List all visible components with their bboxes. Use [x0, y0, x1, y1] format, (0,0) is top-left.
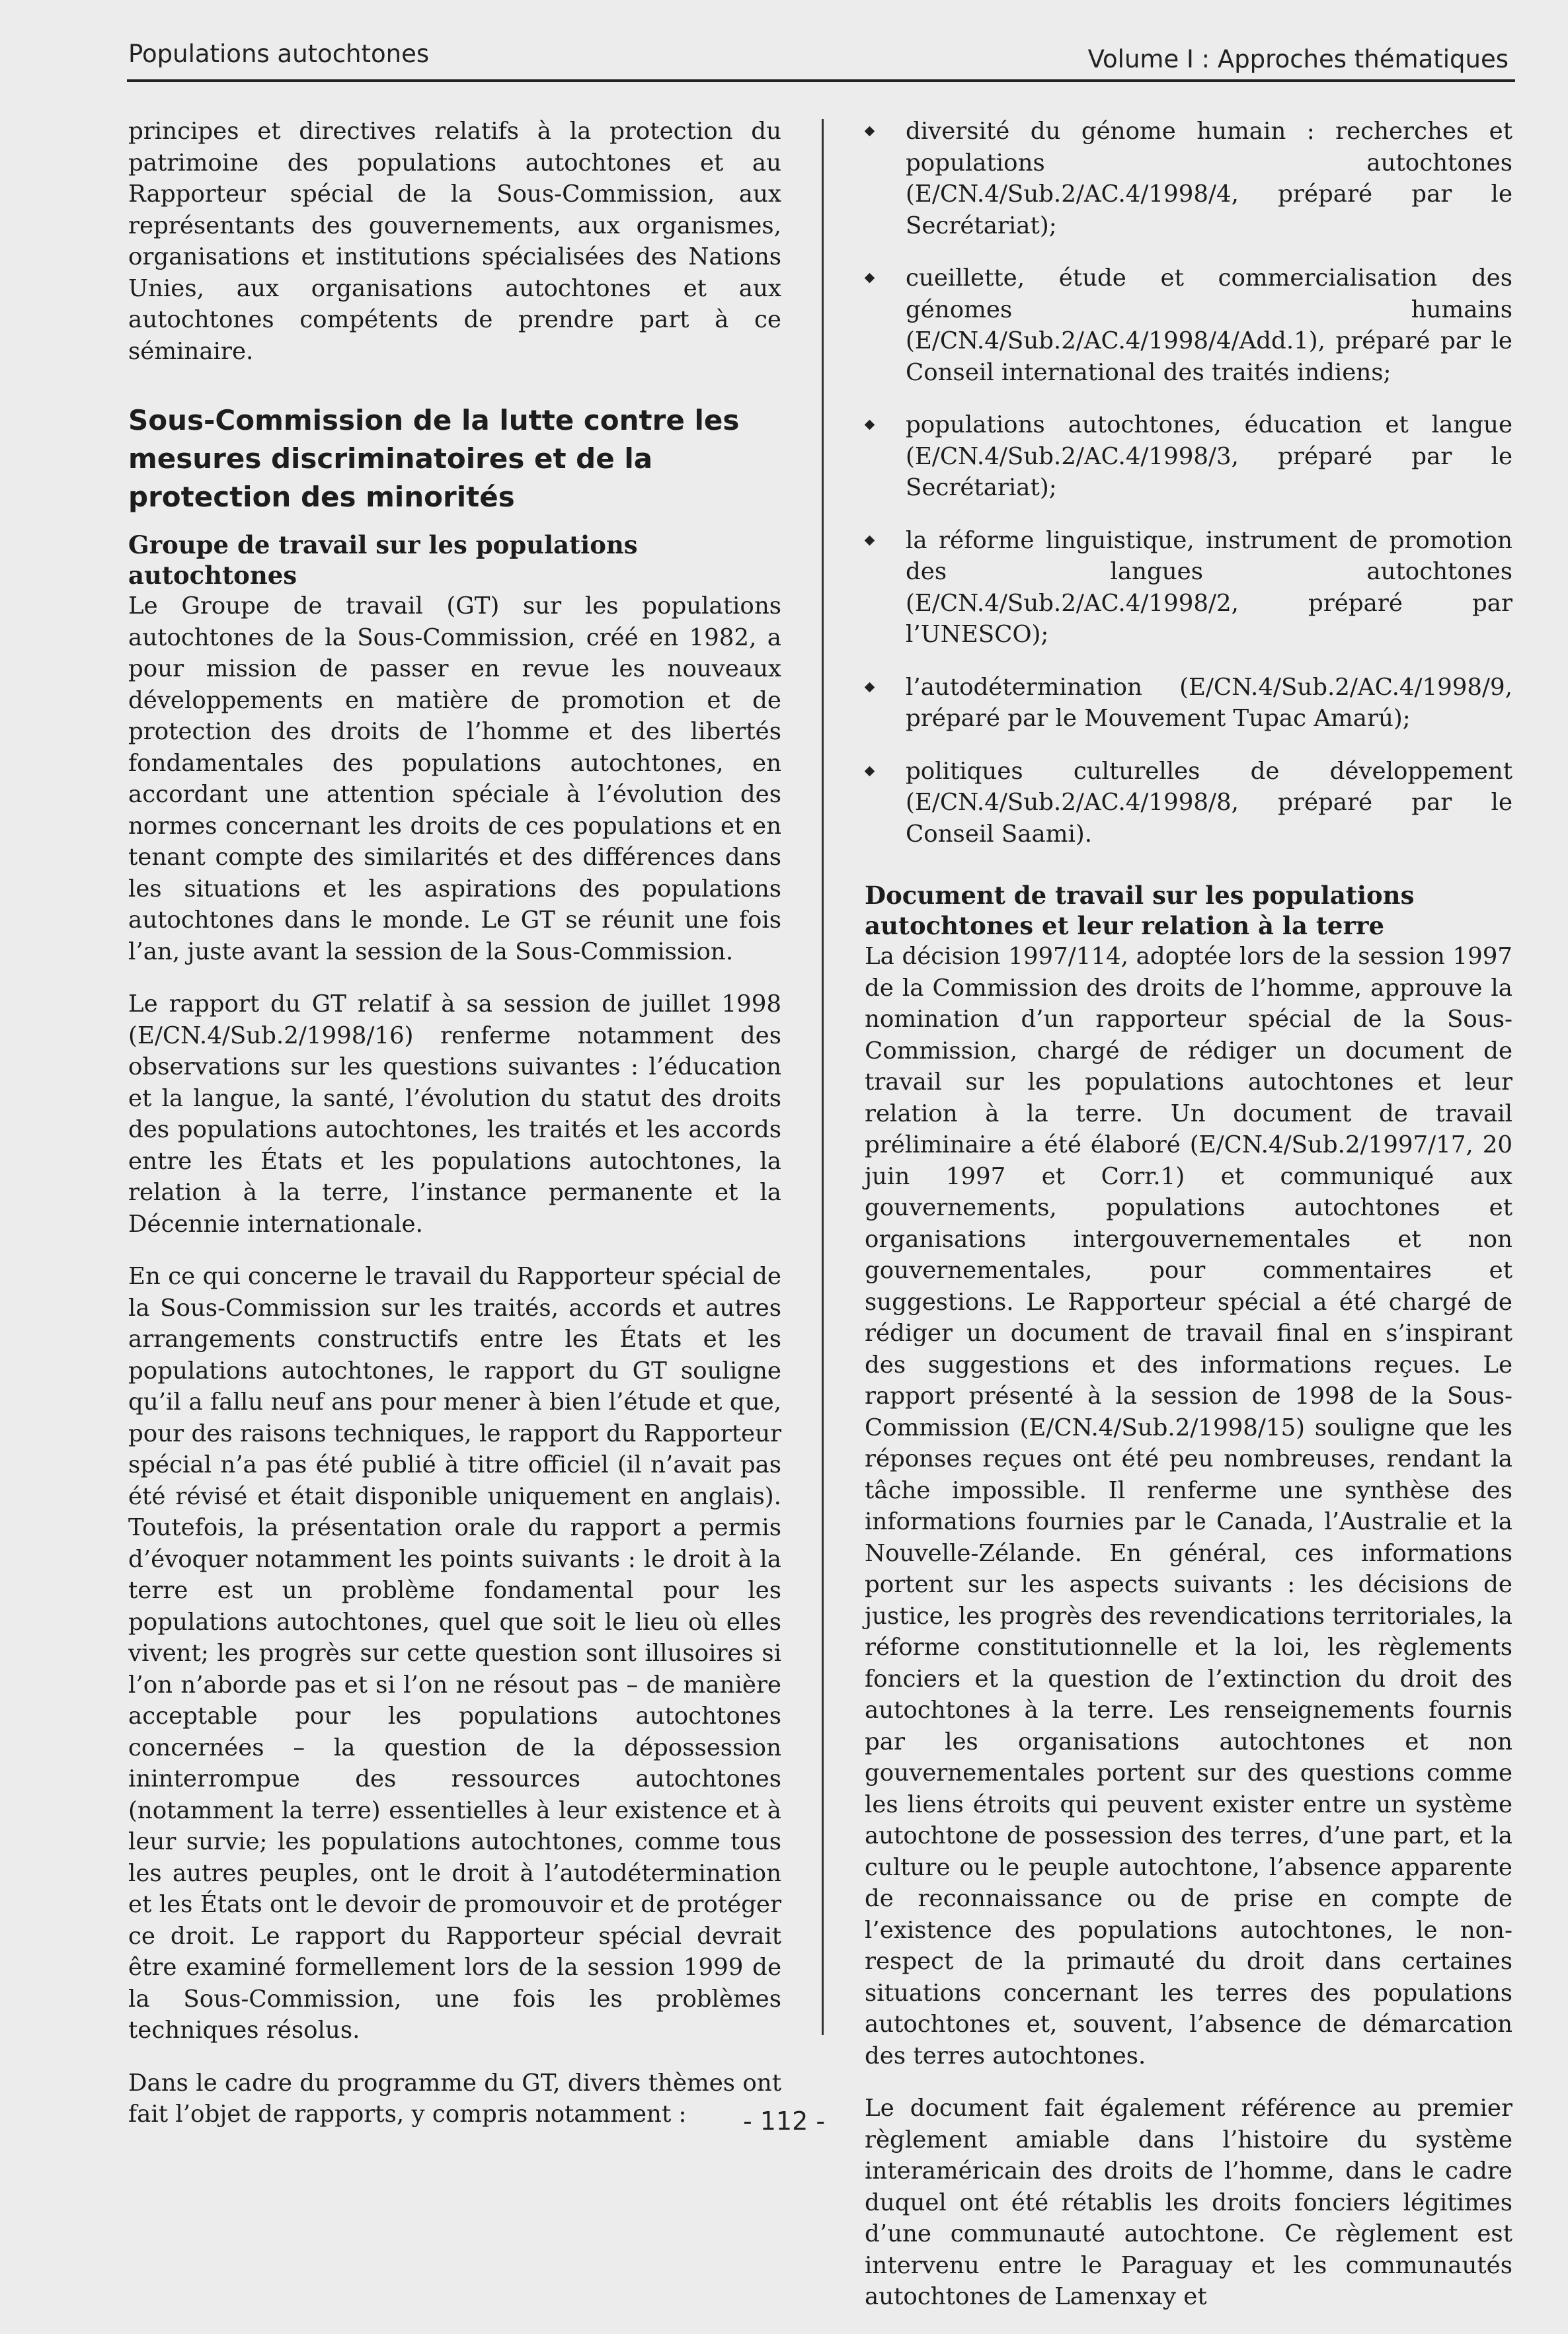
subsection-title-working-paper: Document de travail sur les populations autochtones et leur relation à la terre	[865, 881, 1415, 940]
bullet-icon	[865, 273, 875, 284]
list-item	[865, 672, 1512, 735]
list-item-text: cueillette, étude et commercialisation des génomes humains (E/CN.4/Sub.2/AC.4/1998/4/Add.1), préparé par le Conseil international des traités indiens;	[906, 264, 1512, 386]
intro-paragraph: principes et directives relatifs à la protection du patrimoine des populations autochtones et au Rapporteur spécial de la Sous-Commission, aux représentants des gouvernements, aux organismes, organisations et institutions spécialisées des Nations Unies, aux organisations autochtones et aux autochtones compétents de prendre part à ce séminaire.	[128, 118, 781, 365]
paragraph: Le rapport du GT relatif à sa session de juillet 1998 (E/CN.4/Sub.2/1998/16) renferme notamment des observations sur les questions suivantes : l’éducation et la langue, la santé, l’évolution du statut des droits des populations autochtones, les traités et les accords entre les États et les populations autochtones, la relation à la terre, l’instance permanente et la Décennie internationale.	[128, 990, 781, 1238]
list-item	[865, 116, 1512, 241]
paragraph: Dans le cadre du programme du GT, divers thèmes ont fait l’objet de rapports, y compris notamment :	[128, 2069, 781, 2128]
running-header	[127, 34, 1515, 81]
header-volume-title: Volume I : Approches thématiques	[1087, 45, 1509, 73]
bullet-icon	[865, 682, 875, 692]
list-item	[865, 756, 1512, 850]
report-list	[865, 116, 1512, 850]
paragraph: Le Groupe de travail (GT) sur les populations autochtones de la Sous-Commission, créé en 1982, a pour mission de passer en revue les nouveaux développements en matière de promotion et de protection des droits de l’homme et des libertés fondamentales des populations autochtones, en accordant une attention spéciale à l’évolution des normes concernant les droits de ces populations et en tenant compte des similarités et des différences dans les situations et les aspirations des populations autochtones dans le monde. Le GT se réunit une fois l’an, juste avant la session de la Sous-Commission.	[128, 592, 781, 965]
page-number: - 112 -	[742, 2107, 826, 2136]
header-publication-title: Populations autochtones	[128, 40, 430, 68]
paragraph: La décision 1997/114, adoptée lors de la session 1997 de la Commission des droits de l’homme, approuve la nomination d’un rapporteur spécial de la Sous-Commission, chargé de rédiger un document de travail sur les populations autochtones et leur relation à la terre. Un document de travail préliminaire a été élaboré (E/CN.4/Sub.2/1997/17, 20 juin 1997 et Corr.1) et communiqué aux gouvernements, populations autochtones et organisations intergouvernementales et non gouvernementales, pour commentaires et suggestions. Le Rapporteur spécial a été chargé de rédiger un document de travail final en s’inspirant des suggestions et des informations reçues. Le rapport présenté à la session de 1998 de la Sous-Commission (E/CN.4/Sub.2/1998/15) souligne que les réponses reçues ont été peu nombreuses, rendant la tâche impossible. Il renferme une synthèse des informations fournies par le Canada, l’Australie et la Nouvelle-Zélande. En général, ces informations portent sur les aspects suivants : les décisions de justice, les progrès des revendications territoriales, la réforme constitutionnelle et la loi, les règlements fonciers et la question de l’extinction du droit des autochtones à la terre. Les renseignements fournis par les organisations autochtones et non gouvernementales portent sur des questions comme les liens étroits qui peuvent exister entre un système autochtone de possession des terres, d’une part, et la culture ou le peuple autochtone, l’absence apparente de reconnaissance ou de prise en compte de l’existence des populations autochtones, le non-respect de la primauté du droit dans certaines situations concernant les terres des populations autochtones et, souvent, l’absence de démarcation des terres autochtones.	[865, 943, 1512, 2070]
paragraph: Le document fait également référence au premier règlement amiable dans l’histoire du système interaméricain des droits de l’homme, dans le cadre duquel ont été rétablis les droits fonciers légitimes d’une communauté autochtone. Ce règlement est intervenu entre le Paraguay et les communautés autochtones de Lamenxay et	[865, 2095, 1512, 2310]
subsection-title-working-group: Groupe de travail sur les populations autochtones	[128, 530, 638, 590]
list-item	[865, 262, 1512, 388]
paragraph: En ce qui concerne le travail du Rapporteur spécial de la Sous-Commission sur les traités, accords et autres arrangements constructifs entre les États et les populations autochtones, le rapport du GT souligne qu’il a fallu neuf ans pour mener à bien l’étude et que, pour des raisons techniques, le rapport du Rapporteur spécial n’a pas été publié à titre officiel (il n’avait pas été révisé et était disponible uniquement en anglais). Toutefois, la présentation orale du rapport a permis d’évoquer notamment les points suivants : le droit à la terre est un problème fondamental pour les populations autochtones, quel que soit le lieu où elles vivent; les progrès sur cette question sont illusoires si l’on n’aborde pas et si l’on ne résout pas – de manière acceptable pour les populations autochtones concernées – la question de la dépossession ininterrompue des ressources autochtones (notamment la terre) essentielles à leur existence et à leur survie; les populations autochtones, comme tous les autres peuples, ont le droit à l’autodétermination et les États ont le devoir de promouvoir et de protéger ce droit. Le rapport du Rapporteur spécial devrait être examiné formellement lors de la session 1999 de la Sous-Commission, une fois les problèmes techniques résolus.	[128, 1263, 781, 2044]
list-item-text: diversité du génome humain : recherches et populations autochtones (E/CN.4/Sub.2/AC.4/1998/4, préparé par le Secrétariat);	[906, 118, 1512, 239]
list-item	[865, 525, 1512, 651]
list-item-text: l’autodétermination (E/CN.4/Sub.2/AC.4/1998/9, préparé par le Mouvement Tupac Amarú);	[906, 673, 1512, 732]
list-item	[865, 409, 1512, 504]
list-item-text: la réforme linguistique, instrument de promotion des langues autochtones (E/CN.4/Sub.2/AC.4/1998/2, préparé par l’UNESCO);	[906, 526, 1512, 648]
bullet-icon	[865, 126, 875, 137]
right-column	[865, 116, 1512, 2334]
left-column	[128, 116, 781, 2152]
list-item-text: politiques culturelles de développement (E/CN.4/Sub.2/AC.4/1998/8, préparé par le Conseil Saami).	[906, 757, 1512, 848]
list-item-text: populations autochtones, éducation et langue (E/CN.4/Sub.2/AC.4/1998/3, préparé par le Secrétariat);	[906, 411, 1512, 501]
section-title: Sous-Commission de la lutte contre les mesures discriminatoires et de la protection des minorités	[128, 404, 740, 513]
header-rule	[127, 79, 1515, 82]
bullet-icon	[865, 535, 875, 545]
bullet-icon	[865, 420, 875, 430]
bullet-icon	[865, 766, 875, 776]
column-divider	[822, 119, 824, 2035]
